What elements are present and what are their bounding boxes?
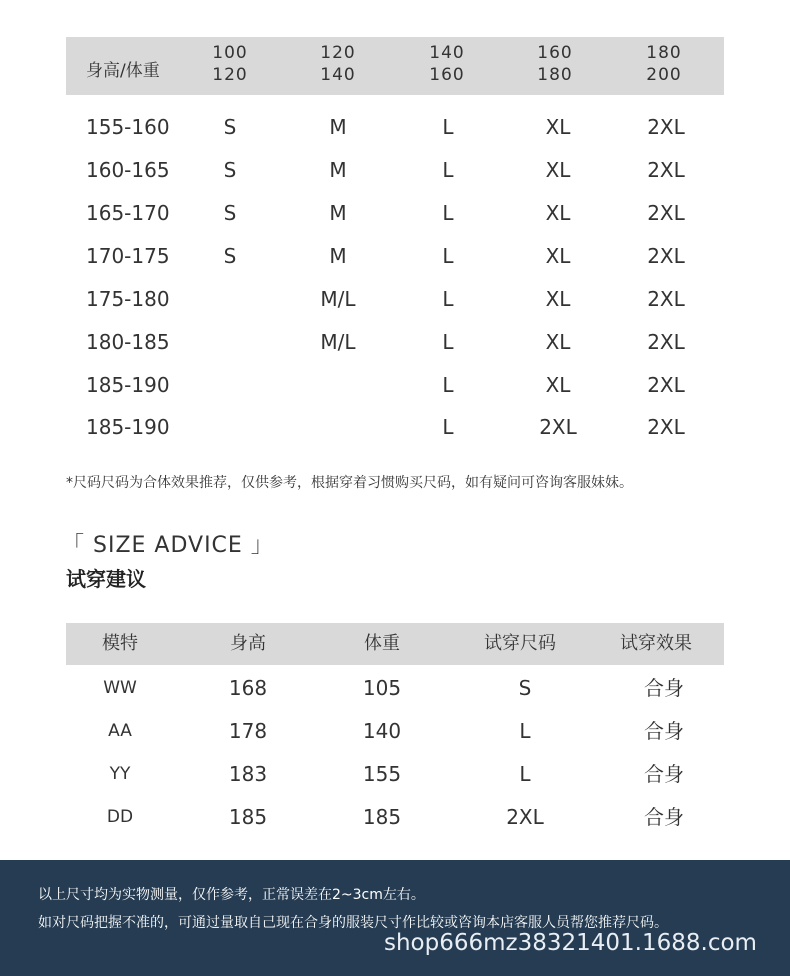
size-chart-row: [66, 109, 724, 145]
trial-size: 2XL: [506, 805, 544, 829]
advice-header-cell: 体重: [364, 633, 400, 654]
size-cell: 2XL: [647, 415, 685, 439]
model-weight: 105: [362, 676, 402, 700]
footer-disclaimer-line1: 以上尺寸均为实物测量，仅作参考，正常误差在2~3cm左右。: [38, 887, 425, 903]
size-chart-header-first: 身高/体重: [86, 61, 160, 81]
height-range: 175-180: [86, 287, 170, 311]
height-range: 165-170: [86, 201, 170, 225]
size-cell: XL: [545, 115, 571, 139]
height-range: 185-190: [86, 415, 170, 439]
model-weight: 140: [362, 719, 402, 743]
size-cell: 2XL: [647, 201, 685, 225]
size-cell: XL: [545, 373, 571, 397]
trial-size: L: [519, 719, 531, 743]
size-cell: M: [329, 158, 347, 182]
size-cell: L: [442, 373, 454, 397]
shop-url-watermark: shop666mz38321401.1688.com: [384, 930, 757, 956]
advice-header-cell: 身高: [230, 633, 266, 654]
size-cell: XL: [545, 201, 571, 225]
weight-column-header: 160 180: [537, 43, 573, 85]
size-advice-subtitle: 试穿建议: [66, 567, 146, 591]
size-chart-row: [66, 238, 724, 274]
advice-table-row: [66, 756, 724, 792]
size-cell: [200, 324, 260, 360]
size-cell: 2XL: [647, 115, 685, 139]
model-name: YY: [109, 764, 131, 784]
size-cell: S: [223, 201, 237, 225]
size-cell: M: [329, 201, 347, 225]
advice-table-row: [66, 713, 724, 749]
trial-fit: 合身: [644, 719, 684, 743]
size-cell: XL: [545, 287, 571, 311]
height-range: 180-185: [86, 330, 170, 354]
advice-header-cell: 模特: [102, 633, 138, 654]
size-cell: 2XL: [647, 158, 685, 182]
size-chart-header: [66, 37, 724, 95]
trial-fit: 合身: [644, 762, 684, 786]
model-height: 185: [228, 805, 268, 829]
size-chart-row: [66, 195, 724, 231]
size-cell: XL: [545, 158, 571, 182]
size-chart-note: *尺码尺码为合体效果推荐，仅供参考，根据穿着习惯购买尺码，如有疑问可咨询客服妹妹。: [66, 475, 633, 491]
weight-column-header: 120 140: [320, 43, 356, 85]
model-name: DD: [106, 807, 134, 827]
advice-table-row: [66, 670, 724, 706]
size-cell: XL: [545, 244, 571, 268]
size-chart-row: [66, 281, 724, 317]
size-chart-row: [66, 409, 724, 445]
size-cell: 2XL: [647, 244, 685, 268]
size-cell: [200, 409, 260, 445]
trial-size: S: [518, 676, 532, 700]
model-weight: 155: [362, 762, 402, 786]
size-cell: S: [223, 158, 237, 182]
size-chart-row: [66, 324, 724, 360]
size-cell: 2XL: [647, 287, 685, 311]
trial-fit: 合身: [644, 676, 684, 700]
size-cell: M/L: [320, 287, 356, 311]
size-cell: M: [329, 115, 347, 139]
weight-column-header: 100 120: [212, 43, 248, 85]
footer-disclaimer-line2: 如对尺码把握不准的，可通过量取自己现在合身的服装尺寸作比较或咨询本店客服人员帮您推荐尺码。: [38, 915, 668, 931]
model-name: AA: [108, 721, 132, 741]
weight-column-header: 180 200: [646, 43, 682, 85]
weight-column-header: 140 160: [429, 43, 465, 85]
size-cell: L: [442, 201, 454, 225]
size-cell: 2XL: [647, 373, 685, 397]
size-cell: S: [223, 244, 237, 268]
size-cell: 2XL: [647, 330, 685, 354]
model-name: WW: [103, 678, 137, 698]
size-cell: M: [329, 244, 347, 268]
model-height: 178: [228, 719, 268, 743]
height-range: 155-160: [86, 115, 170, 139]
size-cell: XL: [545, 330, 571, 354]
advice-table-row: [66, 799, 724, 835]
size-cell: L: [442, 415, 454, 439]
advice-table-header: [66, 623, 724, 665]
height-range: 170-175: [86, 244, 170, 268]
trial-fit: 合身: [644, 805, 684, 829]
footer-banner: [0, 860, 790, 976]
size-chart-row: [66, 152, 724, 188]
size-cell: [308, 367, 368, 403]
size-cell: 2XL: [539, 415, 577, 439]
size-cell: [308, 409, 368, 445]
size-cell: L: [442, 244, 454, 268]
height-range: 185-190: [86, 373, 170, 397]
height-range: 160-165: [86, 158, 170, 182]
model-height: 183: [228, 762, 268, 786]
model-weight: 185: [362, 805, 402, 829]
size-cell: L: [442, 330, 454, 354]
size-cell: L: [442, 287, 454, 311]
size-cell: [200, 281, 260, 317]
size-cell: [200, 367, 260, 403]
size-cell: S: [223, 115, 237, 139]
trial-size: L: [519, 762, 531, 786]
model-height: 168: [228, 676, 268, 700]
size-cell: L: [442, 158, 454, 182]
size-advice-title: 「 SIZE ADVICE 」: [62, 533, 274, 558]
size-cell: L: [442, 115, 454, 139]
size-cell: M/L: [320, 330, 356, 354]
advice-header-cell: 试穿尺码: [484, 633, 556, 654]
size-chart-row: [66, 367, 724, 403]
advice-header-cell: 试穿效果: [620, 633, 692, 654]
